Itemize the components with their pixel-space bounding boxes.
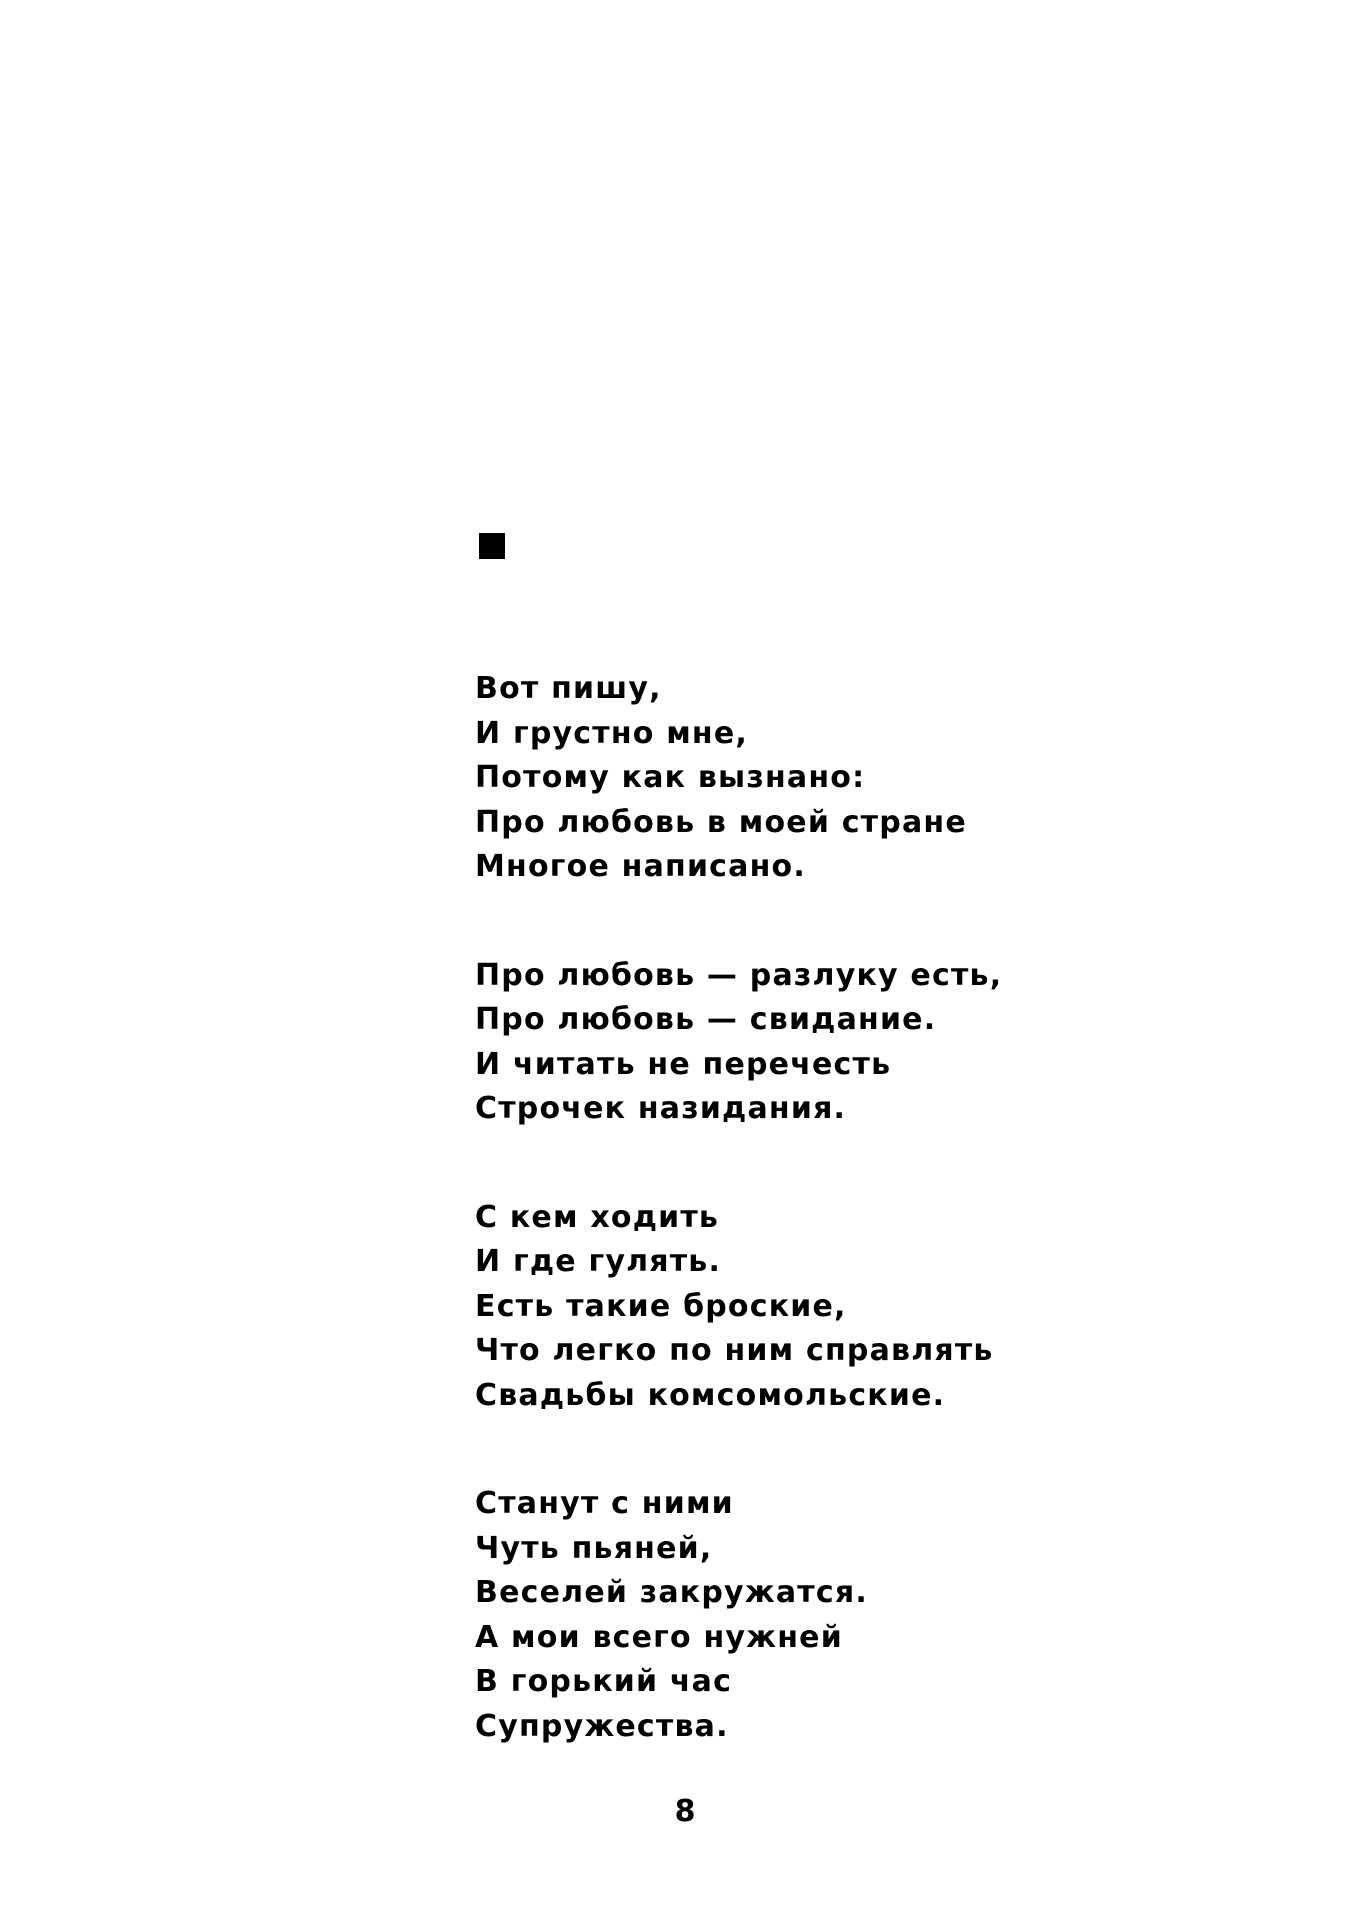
poem-line: И грустно мне, [475,715,749,751]
poem-line: Супружества. [475,1708,729,1744]
poem-line: Многое написано. [475,849,806,884]
poem-line: Свадьбы комсомольские. [475,1377,946,1413]
poem-line: Про любовь — разлуку есть, [475,957,1003,993]
poem-line: Вот пишу, [475,671,662,706]
stanza-4 [475,1482,1275,1749]
poem-line: И где гулять. [475,1244,722,1279]
poem-line: Про любовь в моей стране [475,804,967,840]
poem-line: А мои всего нужней [475,1619,843,1655]
page-number: 8 [674,1794,696,1829]
poem-line: Чуть пьяней, [475,1530,713,1566]
poem-line: В горький час [475,1664,733,1699]
stanza-2 [475,954,1275,1132]
poem-line: С кем ходить [475,1199,720,1235]
stanza-3 [475,1196,1275,1419]
poem-line: Веселей закружатся. [475,1575,868,1610]
poem-line: И читать не перечесть [475,1046,892,1082]
poem [475,667,1275,1749]
poem-line: Строчек назидания. [475,1091,847,1126]
poem-line: Про любовь — свидание. [475,1002,937,1037]
black-square-icon [479,533,505,559]
poem-line: Что легко по ним справлять [475,1333,994,1368]
stanza-1 [475,667,1275,890]
poem-line: Потому как вызнано: [475,760,866,795]
poem-line: Станут с ними [475,1486,734,1521]
poem-line: Есть такие броские, [475,1288,847,1324]
